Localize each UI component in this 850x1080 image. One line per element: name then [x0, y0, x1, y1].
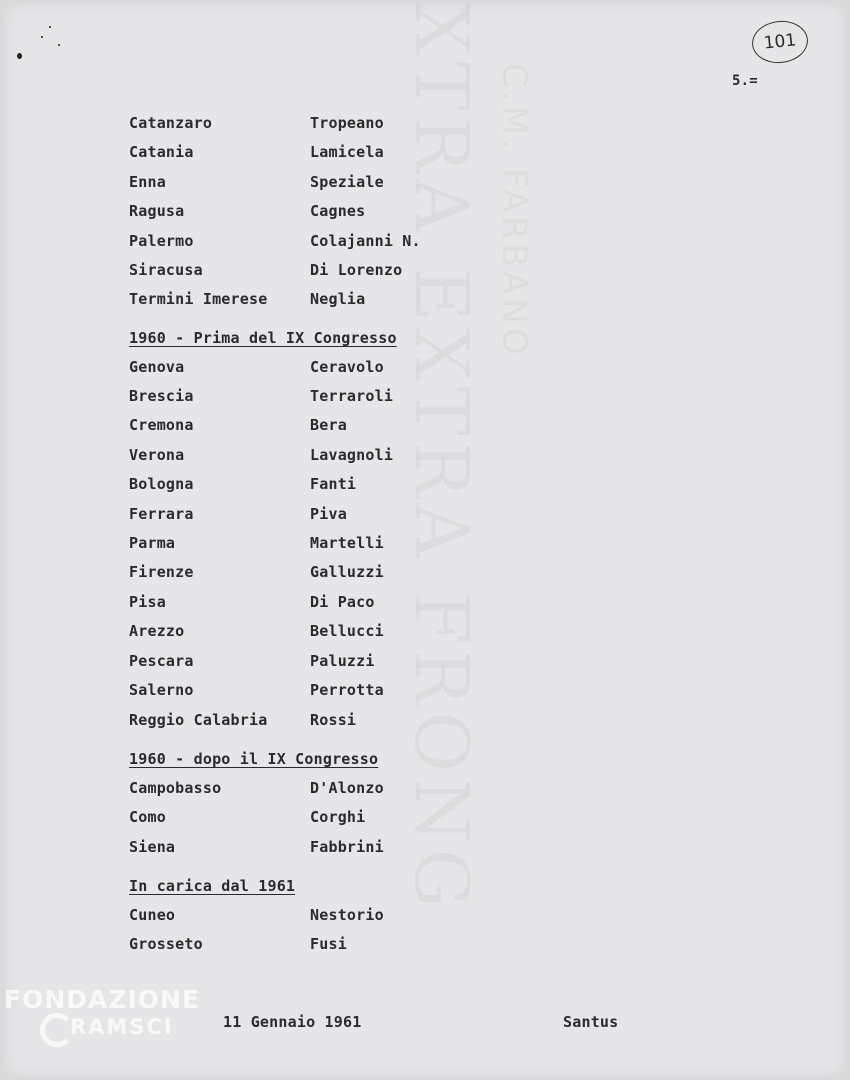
city: Ferrara	[129, 505, 194, 523]
secretary-name: Perrotta	[310, 681, 384, 699]
ink-speck	[17, 53, 22, 59]
city: Salerno	[129, 681, 194, 699]
city: Arezzo	[129, 622, 185, 640]
page-number: 5.=	[732, 73, 758, 89]
city: Grosseto	[129, 935, 203, 953]
ink-speck	[58, 44, 60, 46]
city: Genova	[129, 358, 185, 376]
secretary-name: Bera	[310, 416, 347, 434]
city: Firenze	[129, 563, 194, 581]
secretary-name: Martelli	[310, 534, 384, 552]
secretary-name: Di Paco	[310, 593, 375, 611]
secretary-name: Nestorio	[310, 906, 384, 924]
secretary-name: Galluzzi	[310, 563, 384, 581]
secretary-name: Piva	[310, 505, 347, 523]
secretary-name: Speziale	[310, 173, 384, 191]
city: Cuneo	[129, 906, 176, 924]
secretary-name: Colajanni N.	[310, 232, 421, 250]
secretary-name: Neglia	[310, 290, 366, 308]
secretary-name: Di Lorenzo	[310, 261, 403, 279]
document-date: 11 Gennaio 1961	[223, 1013, 362, 1031]
secretary-name: Lamicela	[310, 143, 384, 161]
secretary-name: Fabbrini	[310, 838, 384, 856]
secretary-name: Terraroli	[310, 387, 394, 405]
city: Campobasso	[129, 779, 222, 797]
city: Ragusa	[129, 202, 185, 220]
city: Siena	[129, 838, 176, 856]
city: Como	[129, 808, 166, 826]
g-mark-icon	[40, 1013, 74, 1047]
city: Enna	[129, 173, 166, 191]
city: Termini Imerese	[129, 290, 268, 308]
reverse-side-bleed-through-2	[494, 63, 534, 1063]
secretary-name: Corghi	[310, 808, 366, 826]
secretary-name: Fusi	[310, 935, 347, 953]
secretary-name: Cagnes	[310, 202, 366, 220]
city: Reggio Calabria	[129, 711, 268, 729]
city: Pescara	[129, 652, 194, 670]
section-heading: In carica dal 1961	[129, 877, 296, 895]
city: Parma	[129, 534, 176, 552]
reverse-side-bleed-through	[404, 3, 484, 1077]
secretary-name: Bellucci	[310, 622, 384, 640]
city: Palermo	[129, 232, 194, 250]
secretary-name: Paluzzi	[310, 652, 375, 670]
secretary-name: Ceravolo	[310, 358, 384, 376]
logo-line-2: RAMSCI	[70, 1015, 174, 1039]
city: Brescia	[129, 387, 194, 405]
ink-speck	[41, 36, 43, 38]
logo-line-1: FONDAZIONE	[4, 985, 201, 1014]
city: Verona	[129, 446, 185, 464]
secretary-name: Lavagnoli	[310, 446, 394, 464]
secretary-name: Fanti	[310, 475, 357, 493]
city: Cremona	[129, 416, 194, 434]
city: Catanzaro	[129, 114, 213, 132]
ink-speck	[49, 26, 51, 28]
city: Catania	[129, 143, 194, 161]
section-heading: 1960 - dopo il IX Congresso	[129, 750, 379, 768]
archive-number-stamp: 101	[750, 18, 810, 66]
section-heading: 1960 - Prima del IX Congresso	[129, 329, 397, 347]
signature: Santus	[563, 1013, 619, 1031]
secretary-name: Tropeano	[310, 114, 384, 132]
city: Siracusa	[129, 261, 203, 279]
city: Bologna	[129, 475, 194, 493]
fondazione-gramsci-logo	[4, 985, 201, 1039]
secretary-name: Rossi	[310, 711, 357, 729]
secretary-name: D'Alonzo	[310, 779, 384, 797]
city: Pisa	[129, 593, 166, 611]
